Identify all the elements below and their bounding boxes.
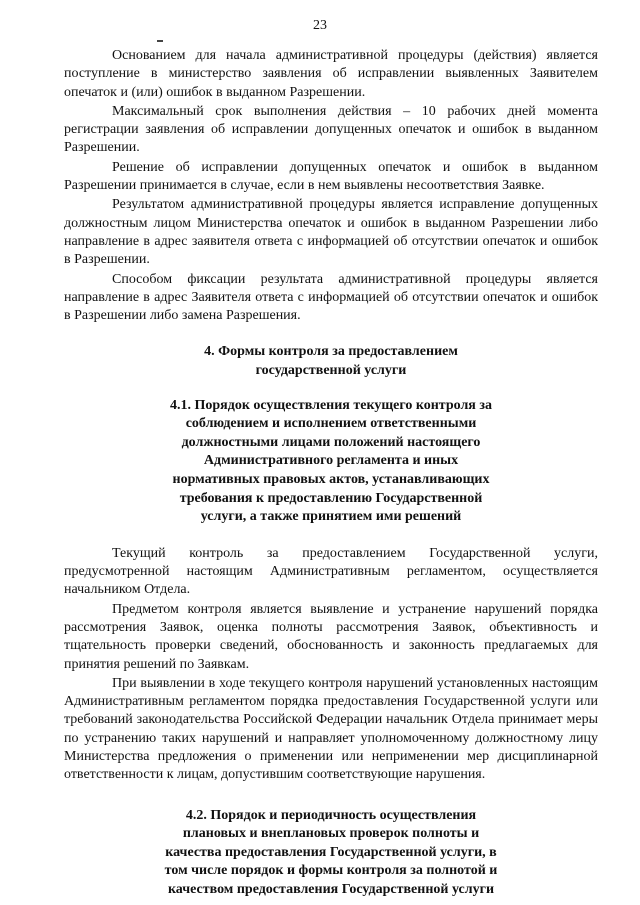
heading-line: 4.2. Порядок и периодичность осуществления: [185, 807, 477, 823]
page-number: 23: [313, 18, 327, 33]
section-4-1-heading: [64, 397, 598, 527]
heading-line: должностными лицами положений настоящего: [181, 434, 481, 450]
section-4-heading: [64, 343, 598, 380]
paragraph: Способом фиксации результата административной процедуры является направление в адрес Заявителя ответа с информацией об отсутствии опечаток и ошибок в Разрешении либо замена Разрешения.: [64, 271, 598, 324]
paragraph: Результатом административной процедуры является исправление допущенных должностным лицом Министерства опечаток и ошибок в выданном Разрешении либо направление в адрес заявителя ответа с информацией об отсутствии опечаток и ошибок в Разрешении.: [64, 197, 598, 268]
heading-line: соблюдением и исполнением ответственными: [185, 416, 477, 432]
paragraph: Основанием для начала административной процедуры (действия) является поступление в министерство заявления об исправлении выявленных Заявителем опечаток и (или) ошибок в выданном Разрешении.: [64, 48, 598, 100]
heading-line: нормативных правовых актов, устанавливающих: [172, 472, 490, 488]
heading-line: качеством предоставления Государственной услуги: [167, 882, 495, 898]
heading-line: Административного регламента и иных: [203, 453, 459, 469]
heading-line: том числе порядок и формы контроля за полнотой и: [164, 863, 498, 879]
heading-line: качества предоставления Государственной услуги, в: [165, 844, 497, 860]
paragraph: При выявлении в ходе текущего контроля нарушений установленных настоящим Административным регламентом порядка предоставления Государственной услуги или требований законодательства Российской Федерации начальник Отдела принимает меры по устранению таких нарушений и направляет уполномоченному должностному лицу Министерства предложения о применении или неприменении мер дисциплинарной ответственности к лицам, допустившим соответствующие нарушения.: [64, 675, 598, 783]
document-body: [64, 47, 598, 900]
heading-line: 4. Формы контроля за предоставлением: [204, 344, 458, 360]
heading-line: услуги, а также принятием ими решений: [200, 509, 462, 525]
paragraph: Максимальный срок выполнения действия – 10 рабочих дней момента регистрации заявления об исправлении допущенных опечаток и ошибок в выданном Разрешении.: [64, 103, 598, 156]
section-4-2-heading: [64, 807, 598, 900]
heading-line: требования к предоставлению Государственной: [179, 490, 483, 506]
scan-speck: [157, 40, 163, 42]
paragraph: Текущий контроль за предоставлением Государственной услуги, предусмотренной настоящим Административным регламентом, осуществляется начальником Отдела.: [64, 545, 598, 598]
heading-line: государственной услуги: [255, 363, 407, 379]
heading-line: плановых и внеплановых проверок полноты и: [182, 826, 480, 842]
paragraph: Предметом контроля является выявление и устранение нарушений порядка рассмотрения Заявок, оценка полноты рассмотрения Заявок, объективность и тщательность проверки сведений, обоснованность и законность предлагаемых для принятия решений по Заявкам.: [64, 601, 598, 672]
heading-line: 4.1. Порядок осуществления текущего контроля за: [169, 397, 493, 413]
paragraph: Решение об исправлении допущенных опечаток и ошибок в выданном Разрешении принимается в случае, если в нем выявлены несоответствия Заявке.: [64, 159, 598, 194]
